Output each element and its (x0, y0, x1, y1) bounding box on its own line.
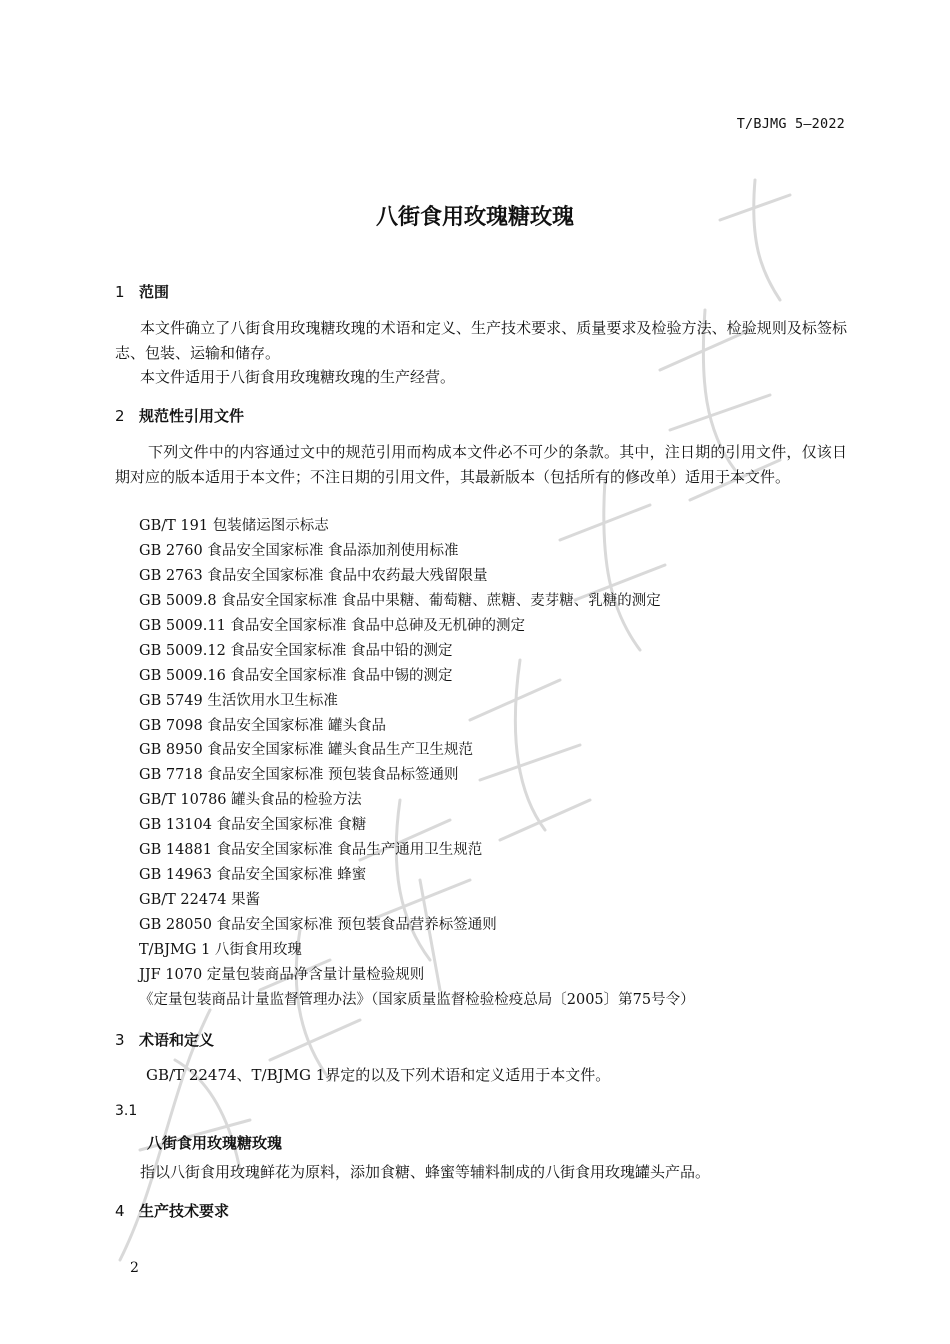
list-item: JJF 1070 定量包装商品净含量计量检验规则 (139, 966, 425, 983)
list-item: GB 7718 食品安全国家标准 预包装食品标签通则 (139, 767, 459, 784)
list-item: GB 8950 食品安全国家标准 罐头食品生产卫生规范 (139, 742, 473, 759)
list-item: GB/T 10786 罐头食品的检验方法 (139, 792, 362, 809)
section-2-number: 2 (115, 407, 125, 425)
section-3-title: 术语和定义 (139, 1031, 215, 1049)
section-3-number: 3 (115, 1031, 125, 1049)
list-item: GB 14881 食品安全国家标准 食品生产通用卫生规范 (139, 842, 483, 859)
term-number: 3.1 (115, 1103, 138, 1119)
list-item: GB 28050 食品安全国家标准 预包装食品营养标签通则 (139, 917, 497, 933)
section-1-title: 范围 (139, 283, 170, 301)
list-item: GB 5009.11 食品安全国家标准 食品中总砷及无机砷的测定 (139, 617, 526, 634)
section-1-heading (115, 281, 169, 302)
list-item: GB 2763 食品安全国家标准 食品中农药最大残留限量 (139, 567, 488, 584)
section-4-heading (115, 1200, 229, 1221)
reference-list (139, 514, 695, 1013)
list-item: GB 13104 食品安全国家标准 食糖 (139, 817, 367, 834)
page-title: 八街食用玫瑰糖玫瑰 (375, 205, 574, 230)
section-4-title: 生产技术要求 (139, 1202, 230, 1220)
section-1-number: 1 (115, 283, 125, 301)
list-item: GB/T 191 包装储运图示标志 (139, 518, 329, 534)
term-definition: 指以八街食用玫瑰鲜花为原料，添加食糖、蜂蜜等辅料制成的八街食用玫瑰罐头产品。 (140, 1163, 711, 1181)
list-item: 《定量包装商品计量监督管理办法》（国家质量监督检验检疫总局〔2005〕第75号令） (139, 991, 695, 1008)
term-name: 八街食用玫瑰糖玫瑰 (147, 1134, 283, 1152)
section-2-intro: 下列文件中的内容通过文中的规范引用而构成本文件必不可少的条款。其中，注日期的引用文件，仅该日期对应的版本适用于本文件；不注日期的引用文件，其最新版本（包括所有的修改单）适用于本文件。 (115, 443, 847, 486)
list-item: GB/T 22474 果酱 (139, 892, 261, 909)
list-item: T/BJMG 1 八街食用玫瑰 (139, 941, 302, 958)
list-item: GB 14963 食品安全国家标准 蜂蜜 (139, 867, 367, 884)
list-item: GB 5749 生活饮用水卫生标准 (139, 692, 338, 709)
list-item: GB 5009.12 食品安全国家标准 食品中铅的测定 (139, 642, 453, 659)
section-3-heading (115, 1029, 214, 1050)
list-item: GB 5009.8 食品安全国家标准 食品中果糖、葡萄糖、蔗糖、麦芽糖、乳糖的测定 (139, 592, 661, 609)
section-2-heading (115, 405, 244, 426)
section-4-number: 4 (115, 1202, 125, 1220)
section-2-title: 规范性引用文件 (139, 407, 245, 425)
section-1-paragraph-1: 本文件确立了八街食用玫瑰糖玫瑰的术语和定义、生产技术要求、质量要求及检验方法、检验规则及标签标志、包装、运输和储存。 (115, 319, 847, 362)
document-code: T/BJMG 5—2022 (736, 116, 845, 132)
page-number: 2 (130, 1260, 139, 1276)
section-1-paragraph-2: 本文件适用于八街食用玫瑰糖玫瑰的生产经营。 (140, 368, 456, 386)
section-3-intro: GB/T 22474、T/BJMG 1界定的以及下列术语和定义适用于本文件。 (146, 1066, 611, 1084)
list-item: GB 5009.16 食品安全国家标准 食品中锡的测定 (139, 667, 453, 684)
list-item: GB 7098 食品安全国家标准 罐头食品 (139, 717, 386, 734)
list-item: GB 2760 食品安全国家标准 食品添加剂使用标准 (139, 542, 459, 559)
